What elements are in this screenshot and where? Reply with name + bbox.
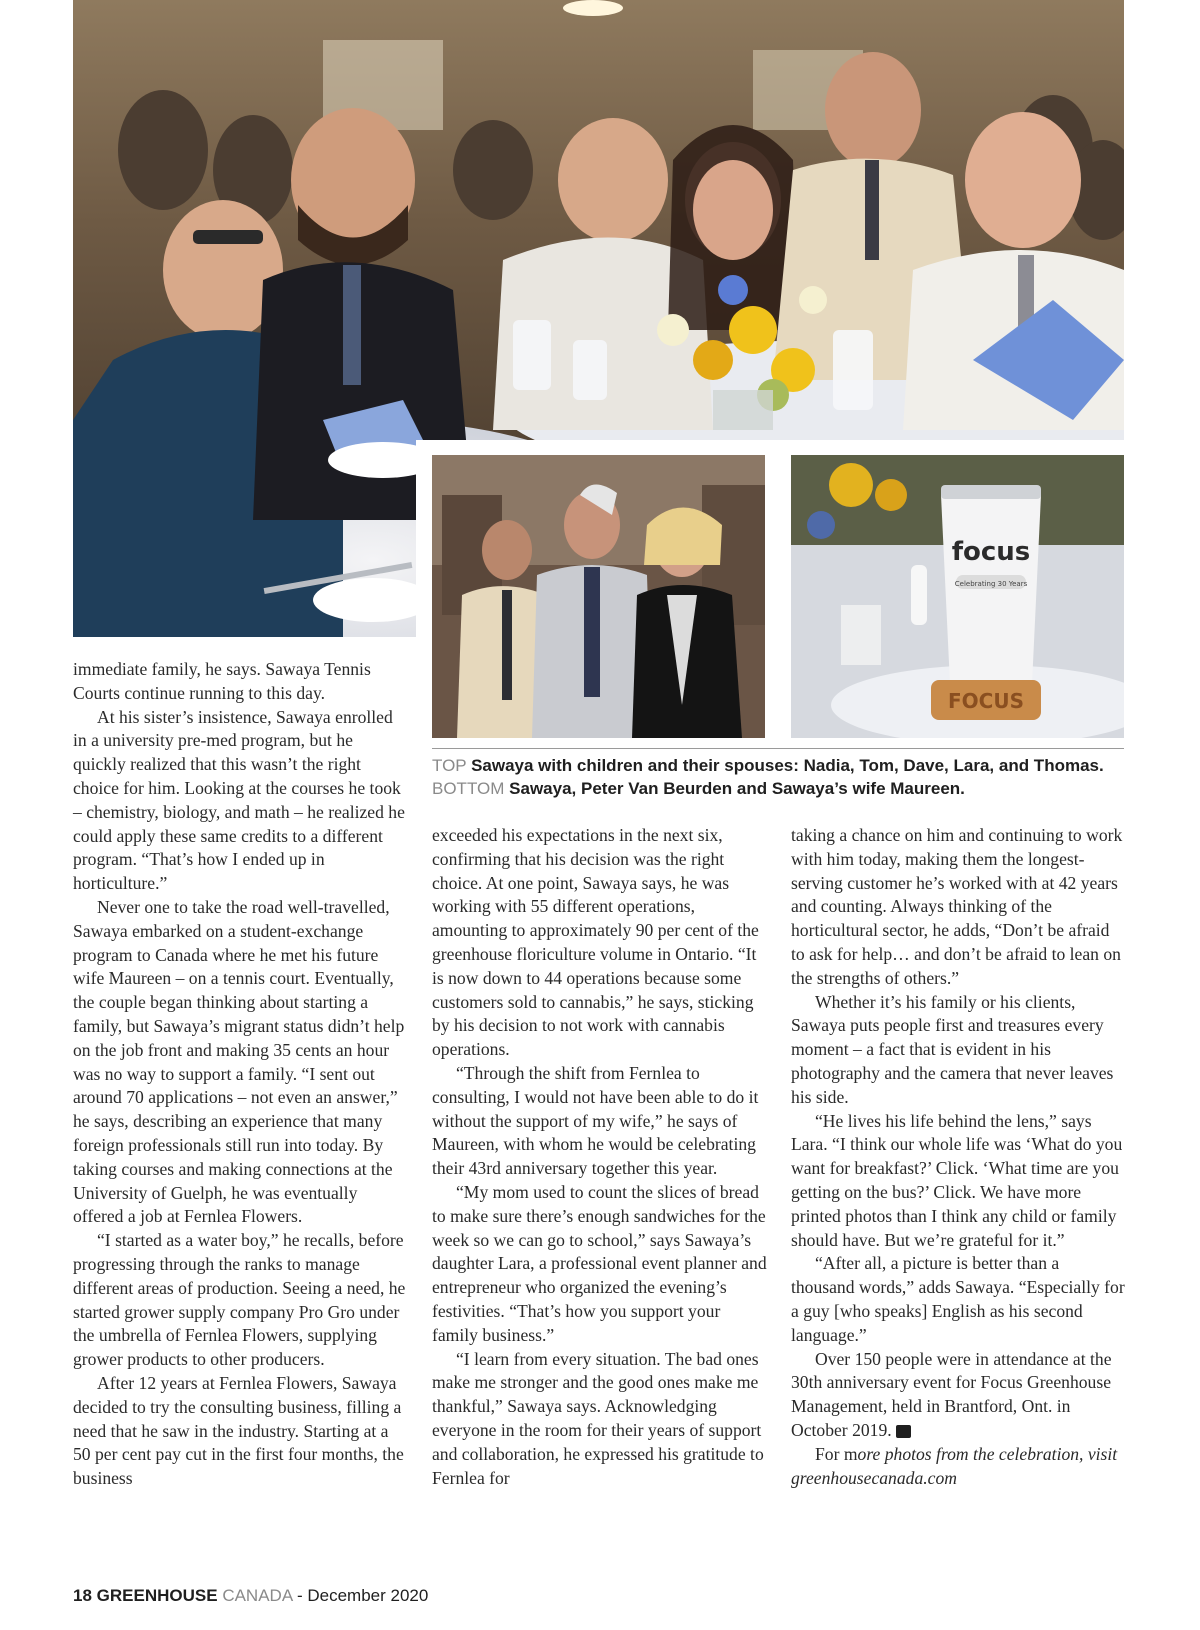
closing-italic: ore photos from the celebration, visit greenhousecanada.com — [791, 1443, 1118, 1488]
paragraph: “Through the shift from Fernlea to consulting, I would not have been able to do it without the support of my wife,” he says of Maureen, with whom he would be celebrating their 43rd anniversary together this year. — [432, 1062, 759, 1179]
article-column-1 — [73, 658, 408, 1491]
end-mark-icon: GC — [896, 1425, 911, 1438]
closing-prefix: For m — [815, 1443, 858, 1464]
caption-bottom-text: Sawaya, Peter Van Beurden and Sawaya’s wife Maureen. — [509, 779, 965, 798]
article-column-3 — [791, 824, 1126, 1490]
cup-brand-text: focus — [951, 537, 1031, 567]
footer-issue: - December 2020 — [296, 1586, 429, 1605]
caption-top — [432, 754, 1132, 778]
paragraph-final — [791, 1348, 1126, 1443]
bottom-right-photo — [791, 455, 1124, 738]
footer-brand-bold: GREENHOUSE — [96, 1586, 218, 1605]
caption-bottom-lead: BOTTOM — [432, 779, 505, 798]
paragraph: After 12 years at Fernlea Flowers, Sawaya decided to try the consulting business, filling a need that he saw in the industry. Starting at a 50 per cent pay cut in the first four months, the business — [73, 1372, 404, 1489]
caption-top-text: Sawaya with children and their spouses: Nadia, Tom, Dave, Lara, and Thomas. — [471, 756, 1104, 775]
page-number: 18 — [73, 1586, 92, 1605]
page-footer — [73, 1586, 428, 1606]
bottom-left-photo — [432, 455, 765, 738]
caption-top-lead: TOP — [432, 756, 467, 775]
article-column-2 — [432, 824, 767, 1490]
paragraph: Whether it’s his family or his clients, Sawaya puts people first and treasures every moment – a fact that is evident in his photography and the camera that never leaves his side. — [791, 991, 1114, 1107]
paragraph: At his sister’s insistence, Sawaya enrolled in a university pre-med program, but he quickly realized that this wasn’t the right choice for him. Looking at the courses he took – chemistry, biology, and math – he realized he could apply these same credits to a different program. “That’s how I ended up in horticulture.” — [73, 706, 405, 894]
tag-text: FOCUS — [948, 689, 1024, 713]
caption-bottom — [432, 777, 1132, 801]
closing-note — [791, 1443, 1126, 1491]
paragraph: taking a chance on him and continuing to work with him today, making them the longest-serving customer he’s worked with at 42 years and counting. Always thinking of the horticultural sector, he adds, “Don’t be afraid to ask for help… and don’t be afraid to lean on the strengths of others.” — [791, 825, 1123, 988]
cup-tagline-text: Celebrating 30 Years — [954, 580, 1028, 588]
paragraph: immediate family, he says. Sawaya Tennis Courts continue running to this day. — [73, 659, 371, 703]
final-paragraph-text: Over 150 people were in attendance at the 30th anniversary event for Focus Greenhouse Management, held in Brantford, Ont. in October 2019. — [791, 1348, 1112, 1440]
paragraph: “He lives his life behind the lens,” says Lara. “I think our whole life was ‘What do you want for breakfast?’ Click. ‘What time are you getting on the bus?’ Click. We have more printed photos than I think any child or family should have. But we’re grateful for it.” — [791, 1110, 1123, 1250]
paragraph: “After all, a picture is better than a thousand words,” adds Sawaya. “Especially for a guy [who speaks] English as his second language.” — [791, 1253, 1125, 1345]
paragraph: “My mom used to count the slices of bread to make sure there’s enough sandwiches for the week so we can go to school,” says Sawaya’s daughter Lara, a professional event planner and entrepreneur who organized the evening’s festivities. “That’s how you support your family business.” — [432, 1181, 767, 1345]
paragraph: Never one to take the road well-travelled, Sawaya embarked on a student-exchange program to Canada where he met his future wife Maureen – on a tennis court. Eventually, the couple began thinking about starting a family, but Sawaya’s migrant status didn’t help on the job front and making 35 cents an hour was no way to support a family. “I sent out around 70 applications – not even an answer,” he says, describing an experience that many foreign professionals still run into today. By taking courses and making connections at the University of Guelph, he was eventually offered a job at Fernlea Flowers. — [73, 896, 405, 1227]
paragraph: exceeded his expectations in the next six, confirming that his decision was the right choice. At one point, Sawaya says, he was working with 55 different operations, amounting to approximately 90 per cent of the greenhouse floriculture volume in Ontario. “It is now down to 44 operations because some customers sold to cannabis,” he says, sticking by his decision to not work with cannabis operations. — [432, 825, 759, 1060]
footer-brand-light: CANADA — [222, 1586, 293, 1605]
paragraph: “I learn from every situation. The bad ones make me stronger and the good ones make me thankful,” Sawaya says. Acknowledging everyone in the room for their years of support and collaboration, he expressed his gratitude to Fernlea for — [432, 1348, 764, 1488]
caption-rule — [432, 748, 1124, 749]
paragraph: “I started as a water boy,” he recalls, before progressing through the ranks to manage different areas of production. Seeing a need, he started grower supply company Pro Gro under the umbrella of Fernlea Flowers, supplying grower products to other producers. — [73, 1230, 406, 1370]
